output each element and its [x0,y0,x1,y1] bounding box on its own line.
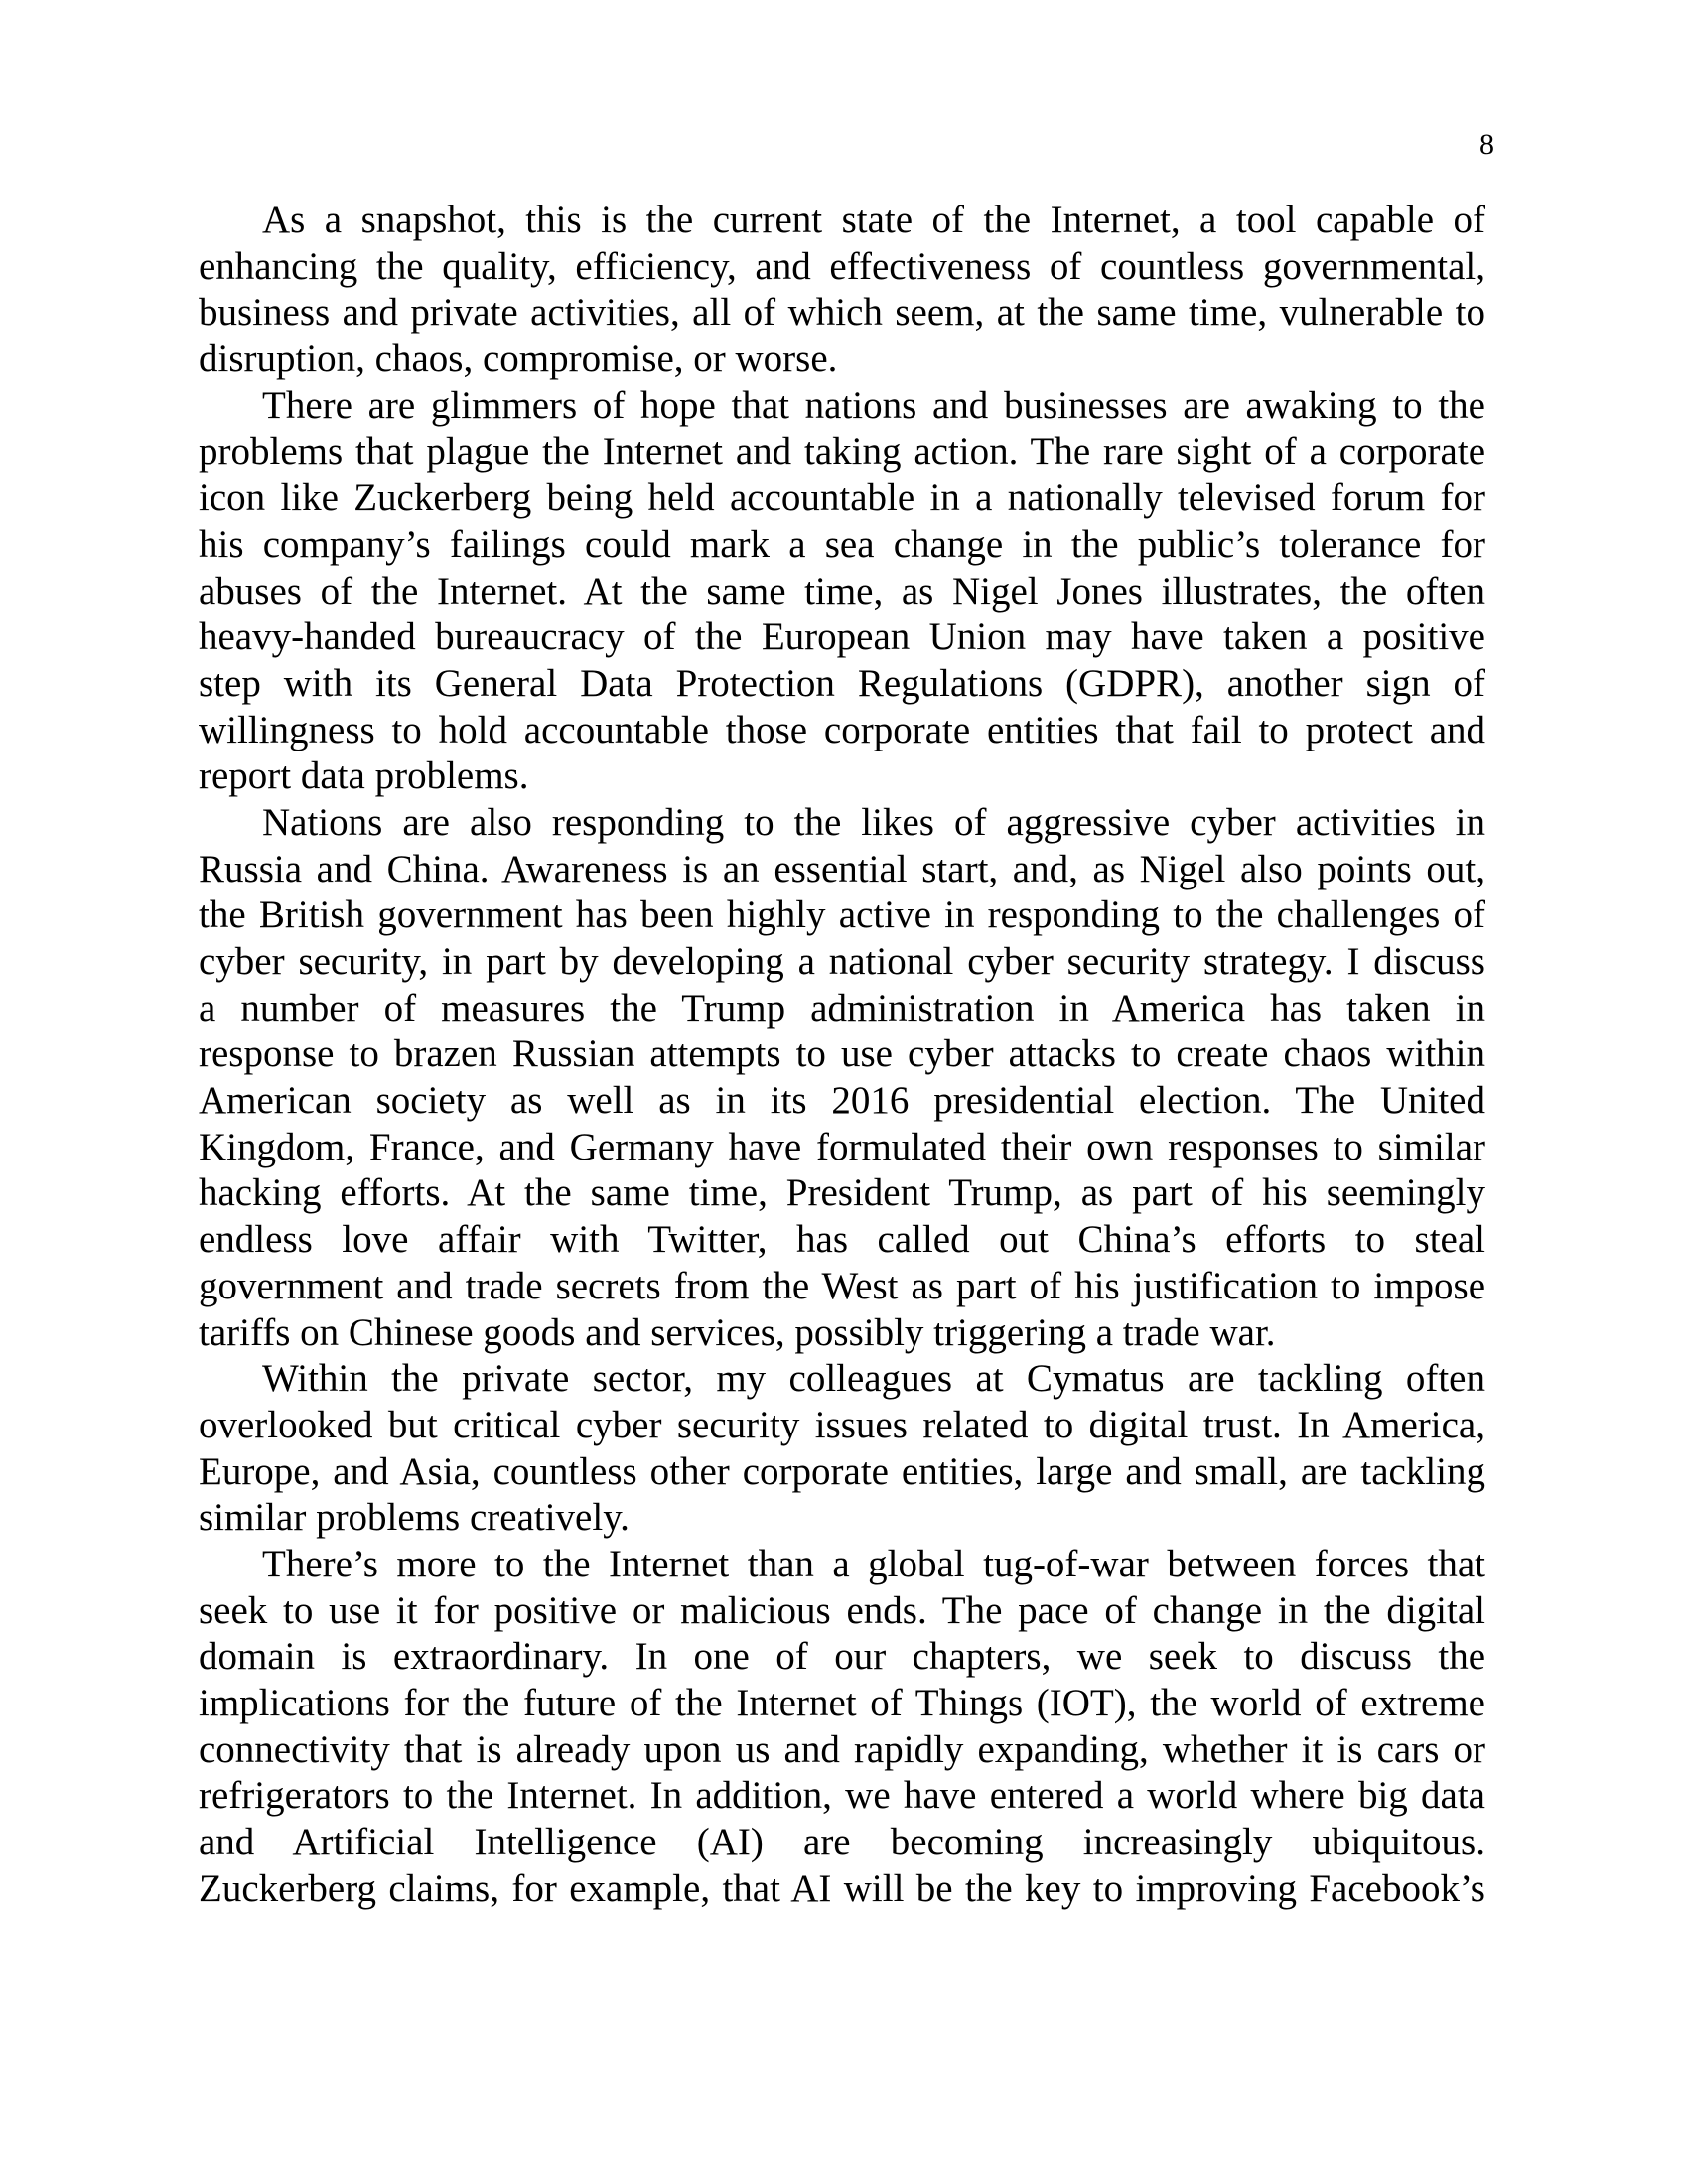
text-line: step with its General Data Protection Regulations (GDPR), another sign of [199,661,1485,705]
text-line: endless love affair with Twitter, has called out China’s efforts to steal [199,1218,1485,1262]
text-line: American society as well as in its 2016 presidential election. The United [199,1079,1485,1123]
text-line: connectivity that is already upon us and rapidly expanding, whether it is cars or [199,1727,1485,1771]
text-line: Kingdom, France, and Germany have formulated their own responses to similar [199,1125,1485,1168]
paragraph-1 [199,198,1485,383]
text-line: and Artificial Intelligence (AI) are becoming increasingly ubiquitous. [199,1821,1485,1864]
text-line: his company’s failings could mark a sea change in the public’s tolerance for [199,522,1485,566]
text-line: enhancing the quality, efficiency, and effectiveness of countless governmental, [199,244,1485,288]
text-line: disruption, chaos, compromise, or worse. [199,338,838,381]
text-line: implications for the future of the Internet of Things (IOT), the world of extreme [199,1682,1485,1724]
text-line: domain is extraordinary. In one of our chapters, we seek to discuss the [199,1635,1485,1679]
text-line: Russia and China. Awareness is an essential start, and, as Nigel also points out, [199,847,1485,890]
paragraph-2 [199,383,1485,800]
text-line: Nations are also responding to the likes of aggressive cyber activities in [262,800,1485,844]
text-line: business and private activities, all of which seem, at the same time, vulnerable to [199,291,1485,335]
text-line: problems that plague the Internet and taking action. The rare sight of a corporate [199,430,1485,474]
text-line: similar problems creatively. [199,1496,630,1540]
body-text [199,198,1485,1912]
text-line: cyber security, in part by developing a national cyber security strategy. I discuss [199,940,1485,983]
text-line: a number of measures the Trump administration in America has taken in [199,986,1485,1029]
text-line: hacking efforts. At the same time, President Trump, as part of his seemingly [199,1171,1485,1215]
text-line: response to brazen Russian attempts to use cyber attacks to create chaos within [199,1032,1485,1076]
text-line: refrigerators to the Internet. In addition, we have entered a world where big data [199,1774,1485,1818]
text-line: willingness to hold accountable those corporate entities that fail to protect and [199,708,1485,751]
text-line: Within the private sector, my colleagues at Cymatus are tackling often [262,1357,1485,1401]
text-line: government and trade secrets from the West as part of his justification to impose [199,1264,1485,1307]
text-line: overlooked but critical cyber security issues related to digital trust. In America, [199,1403,1485,1446]
text-line: As a snapshot, this is the current state of the Internet, a tool capable of [262,199,1485,241]
text-line: icon like Zuckerberg being held accountable in a nationally televised forum for [199,477,1485,520]
text-line: heavy-handed bureaucracy of the European Union may have taken a positive [199,615,1485,659]
paragraph-4 [199,1356,1485,1542]
text-line: There’s more to the Internet than a global tug-of-war between forces that [262,1542,1485,1585]
text-line: Zuckerberg claims, for example, that AI will be the key to improving Facebook’s [199,1866,1485,1910]
paragraph-5 [199,1542,1485,1913]
text-line: seek to use it for positive or malicious ends. The pace of change in the digital [199,1588,1485,1632]
text-line: report data problems. [199,754,529,798]
text-line: the British government has been highly active in responding to the challenges of [199,893,1485,937]
page-number: 8 [1479,128,1494,161]
text-line: tariffs on Chinese goods and services, possibly triggering a trade war. [199,1310,1276,1354]
text-line: Europe, and Asia, countless other corporate entities, large and small, are tackling [199,1449,1485,1493]
paragraph-3 [199,800,1485,1356]
text-line: abuses of the Internet. At the same time, as Nigel Jones illustrates, the often [199,569,1485,613]
text-line: There are glimmers of hope that nations and businesses are awaking to the [262,383,1485,427]
